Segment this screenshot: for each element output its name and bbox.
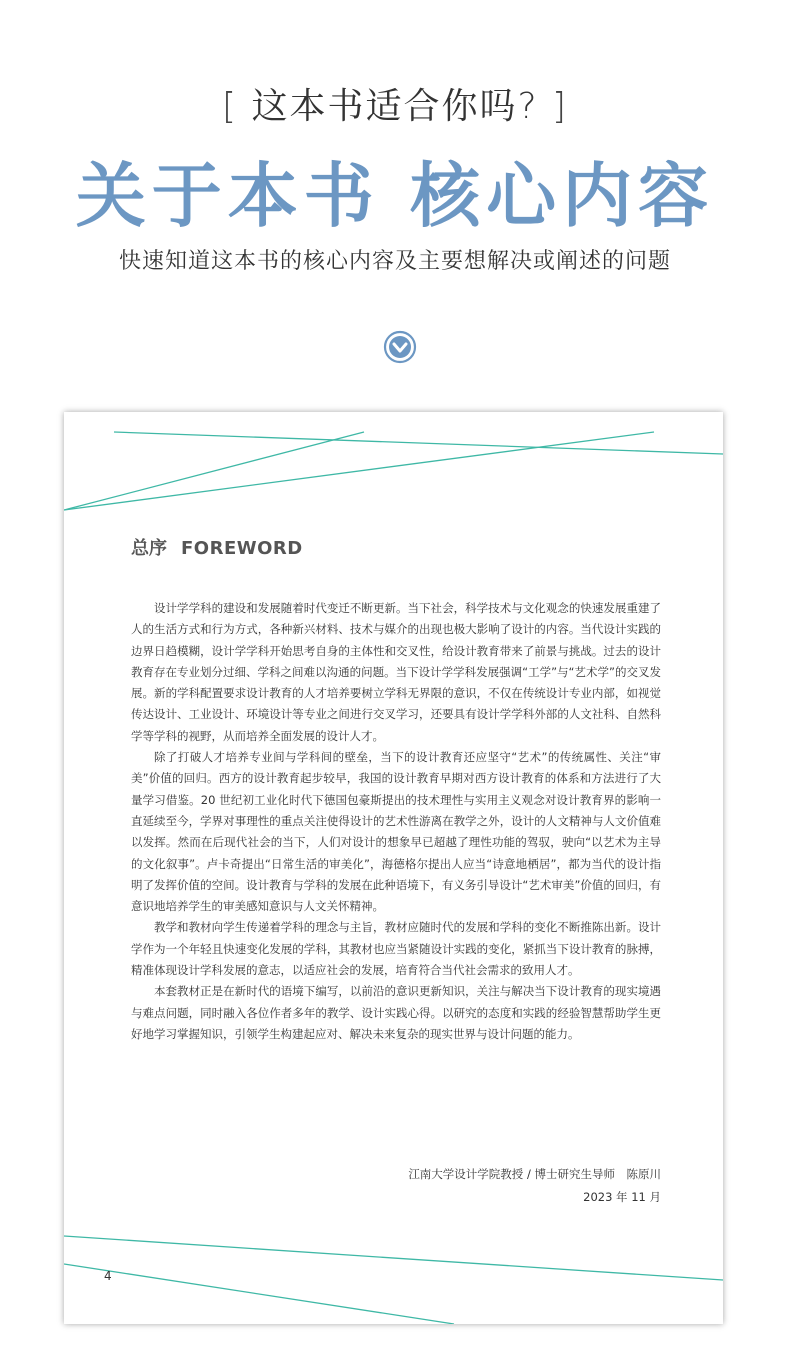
- deco-line-bottom-1: [64, 1236, 723, 1280]
- heading-cn: 总序: [131, 538, 167, 559]
- deco-line-top-2: [64, 432, 364, 510]
- question-text: 这本书适合你吗?: [251, 86, 539, 127]
- chevron-down-circle-icon: [383, 330, 417, 364]
- section-heading: [131, 534, 303, 560]
- question-title: [0, 78, 790, 129]
- header: [0, 0, 790, 410]
- signature-block: [408, 1163, 661, 1209]
- bracket-close: ]: [552, 86, 569, 127]
- bracket-open: [: [221, 86, 238, 127]
- heading-en: FOREWORD: [181, 538, 303, 559]
- deco-line-bottom-2: [64, 1264, 454, 1324]
- paragraph-3: 教学和教材向学生传递着学科的理念与主旨，教材应随时代的发展和学科的变化不断推陈出新。设计学作为一个年轻且快速变化发展的学科，其教材也应当紧随设计实践的变化，紧抓当下设计教育的脉搏，精准体现设计学科发展的意志，以适应社会的发展，培育符合当代社会需求的致用人才。: [131, 920, 661, 978]
- book-page: [64, 412, 723, 1324]
- page-number: 4: [104, 1269, 112, 1283]
- author-line: 江南大学设计学院教授 / 博士研究生导师 陈原川: [408, 1167, 661, 1181]
- paragraph-1: 设计学学科的建设和发展随着时代变迁不断更新。当下社会，科学技术与文化观念的快速发展重建了人的生活方式和行为方式，各种新兴材料、技术与媒介的出现也极大影响了设计的内容。当代设计实践的边界日趋模糊，设计学学科开始思考自身的主体性和交叉性，给设计教育带来了前景与挑战。过去的设计教育存在专业划分过细、学科之间难以沟通的问题。当下设计学学科发展强调“工学”与“艺术学”的交叉发展。新的学科配置要求设计教育的人才培养要树立学科无界限的意识，不仅在传统设计专业内部，如视觉传达设计、工业设计、环境设计等专业之间进行交叉学习，还要具有设计学学科外部的人文社科、自然科学等学科的视野，从而培养全面发展的设计人才。: [131, 601, 661, 743]
- main-title: 关于本书 核心内容: [75, 154, 715, 237]
- paragraph-4: 本套教材正是在新时代的语境下编写，以前沿的意识更新知识，关注与解决当下设计教育的现实境遇与难点问题，同时融入各位作者多年的教学、设计实践心得。以研究的态度和实践的经验智慧帮助学生更好地学习掌握知识，引领学生构建起应对、解决未来复杂的现实世界与设计问题的能力。: [131, 984, 661, 1041]
- date-line: 2023 年 11 月: [583, 1190, 661, 1204]
- subtitle: 快速知道这本书的核心内容及主要想解决或阐述的问题: [118, 249, 671, 274]
- deco-line-top-3: [64, 432, 654, 510]
- body-text: [131, 598, 661, 1045]
- paragraph-2: 除了打破人才培养专业间与学科间的壁垒，当下的设计教育还应坚守“艺术”的传统属性、关注“审美”价值的回归。西方的设计教育起步较早，我国的设计教育早期对西方设计教育的体系和方法进行了大量学习借鉴。20 世纪初工业化时代下德国包豪斯提出的技术理性与实用主义观念对设计教育界的影响一直延续至今，学界对事理性的重点关注使得设计的艺术性游离在教学之外，设计的人文精神与人文价值难以发挥。然而在后现代社会的当下，人们对设计的想象早已超越了理性功能的驾驭，驶向“以艺术为主导的文化叙事”。卢卡奇提出“日常生活的审美化”，海德格尔提出人应当“诗意地栖居”，都为当代的设计指明了发挥价值的空间。设计教育与学科的发展在此种语境下，有义务引导设计“艺术审美”价值的回归，有意识地培养学生的审美感知意识与人文关怀精神。: [131, 750, 661, 914]
